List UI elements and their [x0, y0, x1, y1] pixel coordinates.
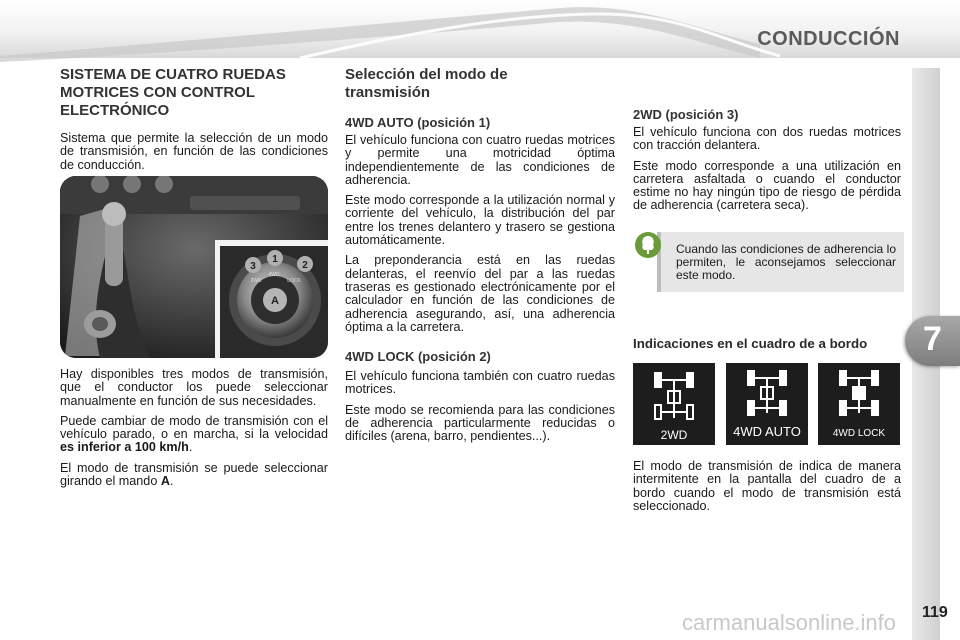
- chapter-title: CONDUCCIÓN: [757, 28, 900, 50]
- 4wd-auto-label: 4WD AUTO: [733, 424, 801, 439]
- 2wd-p1: El vehículo funciona con dos ruedas motrices con tracción delantera.: [633, 125, 901, 153]
- indicators-paragraph: El modo de transmisión de indica de manera intermitente en la pantalla del cuadro de a bordo cuando el modo de transmisión está seleccionado.: [633, 459, 901, 513]
- speed-limit-text: es inferior a 100 km/h: [60, 440, 189, 455]
- photo-label-1: 1: [272, 254, 278, 265]
- 2wd-label: 2WD: [660, 428, 688, 442]
- 2wd-indicator-icon: [633, 363, 715, 445]
- change-mode-text: Puede cambiar de modo de transmisión con el vehículo parado, o en marcha, si la velocidad: [60, 413, 328, 442]
- 4wd-auto-p2: Este modo corresponde a la utilización normal y corriente del vehículo, la distribución del par entre los trenes delantero y trasero se gestiona automáticamente.: [345, 193, 615, 248]
- indicators-paragraph-block: [633, 460, 901, 520]
- column-3: [633, 108, 901, 220]
- knob-label-lock: LOCK: [287, 278, 301, 284]
- 4wd-auto-p1: El vehículo funciona con cuatro ruedas motrices y permite una motricidad óptima independientemente de las condiciones de adherencia.: [345, 133, 615, 187]
- console-photo: [60, 176, 328, 358]
- column-1-lower: [60, 368, 328, 495]
- 4wd-lock-p2: Este modo se recomienda para las condiciones de adherencia particularmente reducidas o difíciles (arena, barro, pendientes...).: [345, 402, 615, 444]
- change-mode-end: .: [188, 440, 193, 455]
- knob-label-2wd: 2WD: [250, 278, 262, 284]
- 4wd-auto-p3: La preponderancia está en las ruedas delanteras, el reenvío del par a las ruedas traseras es gestionado electrónicamente por el calculador en función de las condiciones de adherencia asegurando, así, una adherencia óptima a la carretera.: [345, 253, 615, 334]
- 4wd-auto-title: 4WD AUTO (posición 1): [345, 115, 491, 130]
- column-2: [345, 66, 615, 451]
- watermark: carmanualsonline.info: [682, 610, 897, 635]
- intro-paragraph: Sistema que permite la selección de un modo de transmisión, en función de las condiciones de conducción.: [60, 131, 328, 172]
- change-mode-paragraph: [60, 415, 328, 455]
- knob-label-4wd: 4WD: [268, 272, 280, 278]
- modes-paragraph: Hay disponibles tres modos de transmisión, que el conductor los puede seleccionar manualmente en función de sus necesidades.: [60, 367, 328, 408]
- control-a-label: A: [160, 474, 170, 489]
- 4wd-lock-indicator-icon: [818, 363, 900, 445]
- 4wd-lock-p1: El vehículo funciona también con cuatro ruedas motrices.: [345, 369, 615, 397]
- eco-tip-icon: [635, 232, 661, 258]
- section-heading: SISTEMA DE CUATRO RUEDAS MOTRICES CON CONTROL ELECTRÓNICO: [60, 66, 286, 119]
- 2wd-title: 2WD (posición 3): [633, 107, 739, 122]
- select-mode-paragraph: [60, 462, 328, 489]
- 4wd-lock-title: 4WD LOCK (posición 2): [345, 349, 491, 365]
- page-number: 119: [922, 604, 948, 621]
- column-1: [60, 66, 328, 179]
- select-mode-text: El modo de transmisión se puede seleccionar girando el mando: [60, 460, 328, 489]
- chapter-number: 7: [923, 320, 942, 358]
- 4wd-lock-label: 4WD LOCK: [832, 428, 886, 439]
- 2wd-p2: Este modo corresponde a una utilización en carretera asfaltada o cuando el conductor estime no hay ningún tipo de riesgo de pérdida de adherencia (carretera seca).: [633, 158, 901, 213]
- photo-label-2: 2: [302, 260, 308, 271]
- tip-text: Cuando las condiciones de adherencia lo permiten, le aconsejamos seleccionar este modo.: [676, 242, 896, 282]
- 4wd-auto-indicator-icon: [726, 363, 808, 445]
- photo-label-3: 3: [250, 261, 256, 272]
- indicators-title: Indicaciones en el cuadro de a bordo: [633, 336, 868, 351]
- select-mode-end: .: [169, 474, 174, 489]
- selection-heading: Selección del modo de transmisión: [345, 66, 508, 101]
- photo-label-a: A: [271, 295, 279, 307]
